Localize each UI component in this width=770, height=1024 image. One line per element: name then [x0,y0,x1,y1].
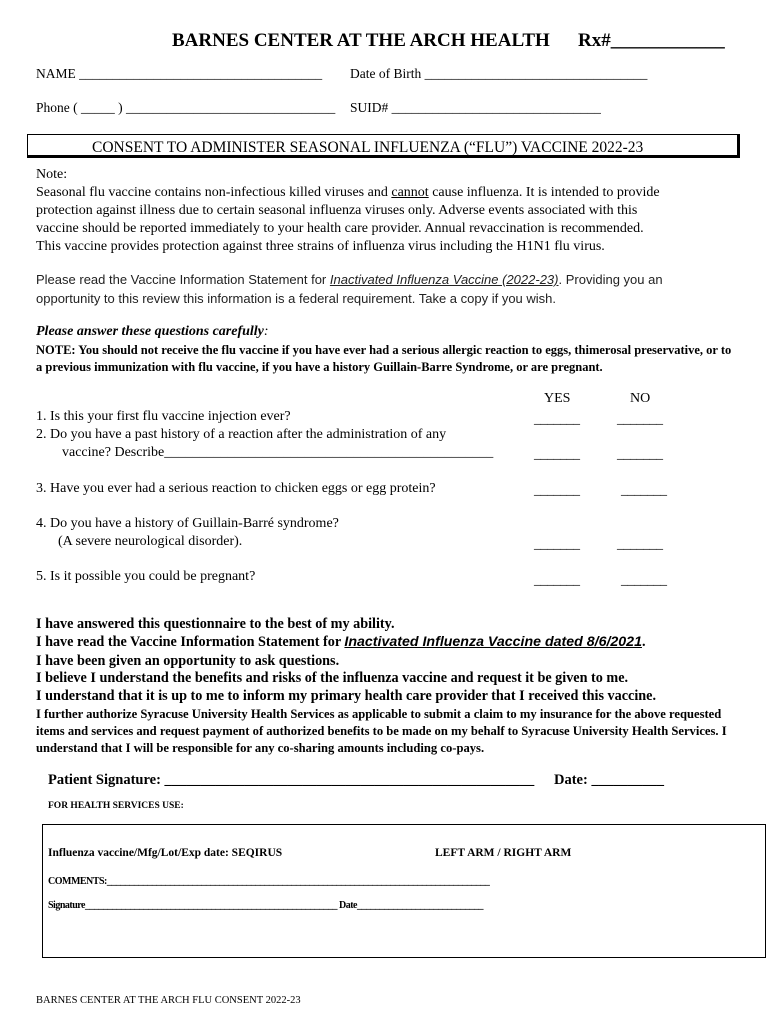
health-services-label: FOR HEALTH SERVICES USE: [48,801,184,811]
name-field[interactable]: NAME ____________________________________ [36,66,323,81]
q5-yes-blank[interactable]: _______ [534,573,580,588]
q4-yes-blank[interactable]: _______ [534,537,580,552]
q1-yes-blank[interactable]: _______ [534,412,580,427]
note-paragraph: Note: Seasonal flu vaccine contains non-infectious killed viruses and cannot cause influenza. It is intended to provide protection against illness due to certain seasonal influenza viruses only. Adverse events associated with this vaccine should be reported immediately to your health care provider. Annual revaccination is recommended. This vaccine provides protection against three strains of influenza virus including the H1N1 flu virus. [36,167,660,254]
question-2-describe[interactable]: vaccine? Describe_______________________________________________ [62,445,494,460]
rx-number-field[interactable]: Rx#____________ [578,30,725,51]
question-3: 3. Have you ever had a serious reaction to chicken eggs or egg protein? [36,481,436,496]
health-services-box [42,824,766,958]
question-2: 2. Do you have a past history of a reaction after the administration of any [36,427,447,442]
signature-date-field[interactable]: Date: __________ [554,772,664,788]
staff-signature-field[interactable]: Signature________________________________________________________ Date____________________________ [48,900,483,911]
vis-link[interactable]: Inactivated Influenza Vaccine (2022-23) [329,272,559,287]
q3-no-blank[interactable]: _______ [621,483,667,498]
note-label: Note: [36,167,68,182]
consent-title: CONSENT TO ADMINISTER SEASONAL INFLUENZA (“FLU”) VACCINE 2022-23 [92,139,644,156]
injection-site: LEFT ARM / RIGHT ARM [435,847,572,859]
declaration-questions: I have been given an opportunity to ask questions. [36,653,340,669]
declaration-inform-provider: I understand that it is up to me to inform my primary health care provider that I received this vaccine. [36,688,657,704]
q2-yes-blank[interactable]: _______ [534,447,580,462]
q5-no-blank[interactable]: _______ [621,573,667,588]
vis-paragraph: Please read the Vaccine Information Statement for Inactivated Influenza Vaccine (2022-23). Providing you an opportunity to this review this information is a federal requirement. Take a copy if you wish. [36,272,663,306]
q1-no-blank[interactable]: _______ [617,412,663,427]
form-title: BARNES CENTER AT THE ARCH HEALTH [172,30,550,51]
declaration-benefits: I believe I understand the benefits and risks of the influenza vaccine and request it be given to me. [36,670,629,686]
questions-header: Please answer these questions carefully: [36,324,269,339]
question-5: 5. Is it possible you could be pregnant? [36,569,256,584]
suid-field[interactable]: SUID# _______________________________ [350,100,601,115]
authorization-statement: I further authorize Syracuse University Health Services as applicable to submit a claim to my insurance for the above requested items and services and request payment of authorized benefits to be made on my behalf to Syracuse University Health Services. I understand that I will be responsible for any co-sharing amounts including co-pays. [36,707,727,755]
vis-date-link[interactable]: Inactivated Influenza Vaccine dated 8/6/2021 [344,634,642,650]
yes-column-header: YES [544,391,571,406]
question-4-detail: (A severe neurological disorder). [58,534,243,549]
warning-note: NOTE: You should not receive the flu vaccine if you have ever had a serious allergic reaction to eggs, thimerosal preservative, or to a previous immunization with flu vaccine, if you have a history Guillain-Barre Syndrome, or are pregnant. [36,343,732,374]
comments-field[interactable]: COMMENTS:_____________________________________________________________________________________ [48,876,490,887]
question-1: 1. Is this your first flu vaccine injection ever? [36,409,291,424]
date-of-birth-field[interactable]: Date of Birth _________________________________ [350,66,648,81]
vaccine-info: Influenza vaccine/Mfg/Lot/Exp date: SEQIRUS [48,847,283,859]
patient-signature-field[interactable]: Patient Signature: ___________________________________________________ [48,772,535,788]
declaration-read-vis: I have read the Vaccine Information Statement for Inactivated Influenza Vaccine dated 8/6/2021. [36,634,646,650]
no-column-header: NO [630,391,651,406]
question-4: 4. Do you have a history of Guillain-Barré syndrome? [36,516,339,531]
q2-no-blank[interactable]: _______ [617,447,663,462]
declaration-answered: I have answered this questionnaire to the best of my ability. [36,616,395,632]
footer: BARNES CENTER AT THE ARCH FLU CONSENT 2022-23 [36,995,301,1006]
q4-no-blank[interactable]: _______ [617,537,663,552]
phone-field[interactable]: Phone ( _____ ) _______________________________ [36,100,336,115]
q3-yes-blank[interactable]: _______ [534,483,580,498]
